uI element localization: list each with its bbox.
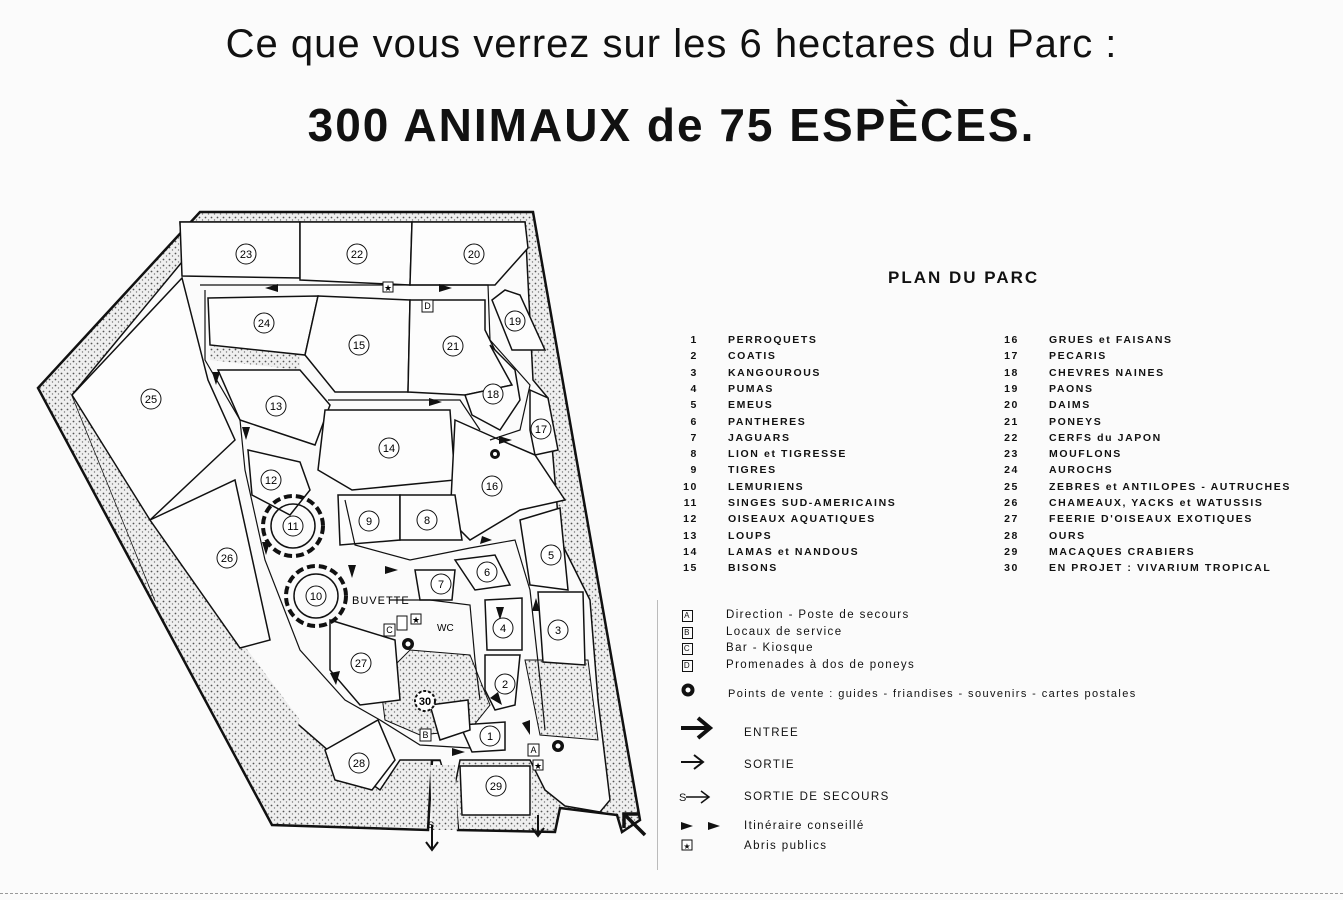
legend-species-name: MACAQUES CRABIERS [1049,545,1196,558]
legend-number: 12 [683,513,698,526]
gravel-zone-bottom [430,765,458,830]
legend-number: 5 [690,399,698,412]
enclosure-27-label: 27 [354,658,368,670]
facility-label: Direction - Poste de secours [726,609,910,621]
legend-species-name: DAIMS [1049,399,1091,412]
svg-text:A: A [530,745,537,755]
enclosure-30-label: 30 [418,696,432,708]
fold-line [657,600,658,870]
legend-species-name: BISONS [728,562,778,575]
legend-species-name: PERROQUETS [728,334,818,346]
legend-number: 3 [690,366,698,379]
legend-species-name: LION et TIGRESSE [728,448,847,461]
legend-number: 13 [683,529,698,542]
legend-species-name: MOUFLONS [1049,448,1122,461]
enclosure-14-label: 14 [382,443,396,455]
legend-species-name: PAONS [1049,382,1094,395]
enclosure-10-label: 10 [309,591,323,603]
facility-label: Locaux de service [726,625,843,638]
legend-number: 6 [690,415,698,428]
legend-species-name: COATIS [728,350,777,363]
legend-number: 16 [1004,334,1019,346]
legend-number: 1 [690,334,698,346]
facility-letter: A [682,610,693,622]
legend-number: 14 [683,545,698,558]
enclosure-15-label: 15 [352,340,366,352]
legend-number: 26 [1004,497,1019,509]
legend-number: 30 [1004,562,1019,575]
legend-number: 23 [1004,448,1019,461]
enclosure-8-label: 8 [423,515,431,527]
legend-species-name: CHAMEAUX, YACKS et WATUSSIS [1049,497,1264,509]
svg-text:C: C [386,625,393,635]
enclosure-24-label: 24 [257,318,271,330]
enclosure-3-label: 3 [554,625,562,637]
legend-number: 7 [690,431,698,444]
legend-itineraire: Itinéraire conseillé [744,820,865,832]
svg-text:★: ★ [383,283,393,293]
legend-species-name: CERFS du JAPON [1049,431,1162,444]
enclosure-20-label: 20 [467,249,481,261]
enclosure-16-label: 16 [485,481,499,493]
enclosure-17-label: 17 [534,424,548,436]
legend-entree: ENTREE [744,727,800,739]
enclosure-28-label: 28 [352,758,366,770]
enclosure-23-label: 23 [239,249,253,261]
svg-text:★: ★ [533,761,543,771]
bottom-edge [0,893,1343,894]
map-label-wc: WC [437,623,454,634]
enclosure-13-label: 13 [269,401,283,413]
legend-abris: Abris publics [744,840,828,852]
legend-symbols [679,684,720,851]
facility-row [682,642,814,655]
svg-text:D: D [424,301,431,311]
legend-species-name: GRUES et FAISANS [1049,334,1173,346]
legend-species-name: OISEAUX AQUATIQUES [728,513,876,526]
legend-species-name: FEERIE D'OISEAUX EXOTIQUES [1049,513,1253,526]
legend-number: 17 [1004,350,1019,363]
facility-row [682,626,843,639]
svg-text:B: B [422,730,429,740]
plan-title: PLAN DU PARC [888,268,1040,287]
enclosure-12-label: 12 [264,475,278,487]
facility-letter: D [683,660,692,670]
legend-number: 18 [1004,366,1019,379]
legend-species-name: ZEBRES et ANTILOPES - AUTRUCHES [1049,480,1291,493]
enclosure-19-label: 19 [508,316,522,328]
enclosure-7-label: 7 [437,579,445,591]
facility-label: Bar - Kiosque [726,642,814,654]
enclosure-6-label: 6 [483,567,491,579]
legend-species-name: SINGES SUD-AMERICAINS [728,497,897,509]
svg-text:★: ★ [683,842,691,851]
legend-species-name: PANTHERES [728,415,807,428]
legend-species-name: PONEYS [1049,415,1103,428]
map-label-exit-s: S [428,820,435,830]
enclosure-2-label: 2 [501,679,509,691]
legend-number: 29 [1004,545,1019,558]
legend-number: 27 [1004,513,1019,526]
enclosure-29-label: 29 [489,781,503,793]
legend-number: 11 [683,497,698,509]
legend-species-name: LOUPS [728,529,773,542]
legend-species-name: AUROCHS [1049,464,1114,477]
legend-number: 25 [1004,480,1019,493]
legend-species-name: OURS [1049,529,1086,542]
legend-number: 19 [1004,382,1019,395]
legend-species-name: PECARIS [1049,350,1107,363]
legend-species-name: PUMAS [728,382,774,395]
legend-number: 24 [1004,464,1019,477]
svg-text:★: ★ [411,615,421,625]
facility-row [682,609,910,622]
legend-species-name: LAMAS et NANDOUS [728,545,860,558]
facility-letter: C [683,644,692,653]
legend-number: 21 [1004,415,1019,428]
legend-species-name: CHEVRES NAINES [1049,366,1165,379]
legend-number: 4 [690,382,698,395]
legend-number: 10 [683,480,698,493]
facility-row [682,659,915,672]
facility-letter: B [682,627,693,639]
facility-label: Promenades à dos de poneys [726,658,916,671]
headline-line-1: Ce que vous verrez sur les 6 hectares du Parc : [225,22,1118,66]
legend-species-name: JAGUARS [728,431,791,444]
legend-number: 2 [690,350,698,363]
map-label-buvette: BUVETTE [352,595,410,607]
enclosure-4-label: 4 [499,623,507,635]
svg-text:S: S [679,792,687,804]
enclosure-11-label: 11 [287,521,299,533]
legend-species-name: KANGOUROUS [728,366,822,379]
legend-points-de-vente: Points de vente : guides - friandises - souvenirs - cartes postales [728,688,1137,700]
legend-species-name: TIGRES [728,464,777,477]
enclosure-22-label: 22 [350,249,364,261]
enclosure-21-label: 21 [446,341,460,353]
enclosure-1-label: 1 [486,731,494,743]
legend-species-name: LEMURIENS [728,480,805,493]
enclosure-9-label: 9 [365,516,373,528]
legend-species-name: EMEUS [728,399,774,412]
legend-number: 15 [683,562,698,575]
headline-line-2: 300 ANIMAUX de 75 ESPÈCES. [307,99,1036,151]
legend-number: 20 [1004,399,1019,412]
legend-number: 22 [1004,431,1019,444]
enclosure-25-label: 25 [144,394,158,406]
enclosure-5-label: 5 [547,550,555,562]
legend-sortie-secours: SORTIE DE SECOURS [744,791,890,803]
legend-number: 9 [690,464,698,477]
enclosure-26-label: 26 [220,553,234,565]
legend-species-name: EN PROJET : VIVARIUM TROPICAL [1049,562,1272,575]
enclosure-18-label: 18 [486,389,500,401]
legend-number: 28 [1004,529,1019,542]
legend-sortie: SORTIE [744,759,796,771]
legend-number: 8 [690,448,698,461]
